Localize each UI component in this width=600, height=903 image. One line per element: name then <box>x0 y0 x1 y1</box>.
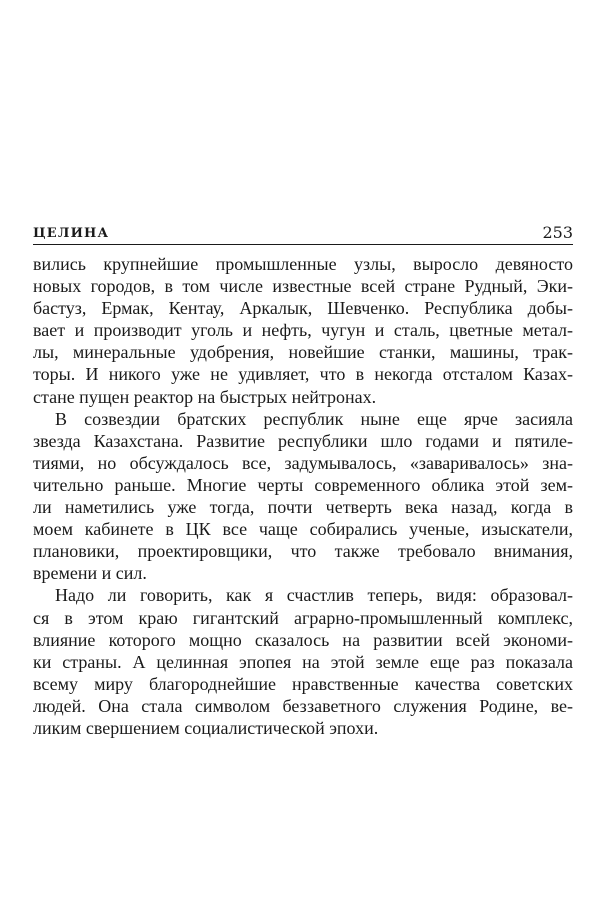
text-line: торы. И никого уже не удивляет, что в некогда отсталом Казах- <box>33 364 573 385</box>
text-line: вились крупнейшие промышленные узлы, выросло девяносто <box>33 254 573 274</box>
text-line: людей. Она стала символом беззаветного служения Родине, ве- <box>33 695 573 716</box>
text-line: тиями, но обсуждалось все, задумывалось, «заваривалось» зна- <box>33 452 573 473</box>
text-line: вает и производит уголь и нефть, чугун и сталь, цветные метал- <box>33 320 573 341</box>
text-line: ликим свершением социалистической эпохи. <box>33 717 379 738</box>
running-title: ЦЕЛИНА <box>33 226 110 241</box>
text-line: звезда Казахстана. Развитие республики шло годами и пятиле- <box>33 430 573 451</box>
body-text <box>33 253 573 739</box>
text-line: В созвездии братских республик ныне еще ярче засияла <box>55 408 573 429</box>
text-line: влияние которого мощно сказалось на развитии всей экономи- <box>33 629 573 650</box>
text-line: Надо ли говорить, как я счастлив теперь, видя: образовал- <box>55 585 573 606</box>
paragraph-1 <box>33 253 573 408</box>
text-line: новых городов, в том числе известные всей стране Рудный, Эки- <box>33 276 573 297</box>
text-line: плановики, проектировщики, что также требовало внимания, <box>33 541 573 562</box>
page-number: 253 <box>542 223 573 242</box>
text-line: моем кабинете в ЦК все чаще собирались ученые, изыскатели, <box>33 519 573 540</box>
text-line: всему миру благороднейшие нравственные качества советских <box>33 673 573 694</box>
text-line: ли наметились уже тогда, почти четверть века назад, когда в <box>33 497 573 518</box>
text-line: ся в этом краю гигантский аграрно-промышленный комплекс, <box>33 607 573 628</box>
paragraph-2 <box>33 408 573 585</box>
running-header <box>33 222 573 245</box>
text-line: чительно раньше. Многие черты современного облика этой зем- <box>33 474 573 495</box>
text-line: бастуз, Ермак, Кентау, Аркалык, Шевченко. Республика добы- <box>33 298 573 319</box>
text-line: стане пущен реактор на быстрых нейтронах. <box>33 386 377 407</box>
text-line: лы, минеральные удобрения, новейшие станки, машины, трак- <box>33 342 573 363</box>
paragraph-3 <box>33 584 573 739</box>
text-line: ки страны. А целинная эпопея на этой земле еще раз показала <box>33 651 573 672</box>
text-line: времени и сил. <box>33 563 147 584</box>
